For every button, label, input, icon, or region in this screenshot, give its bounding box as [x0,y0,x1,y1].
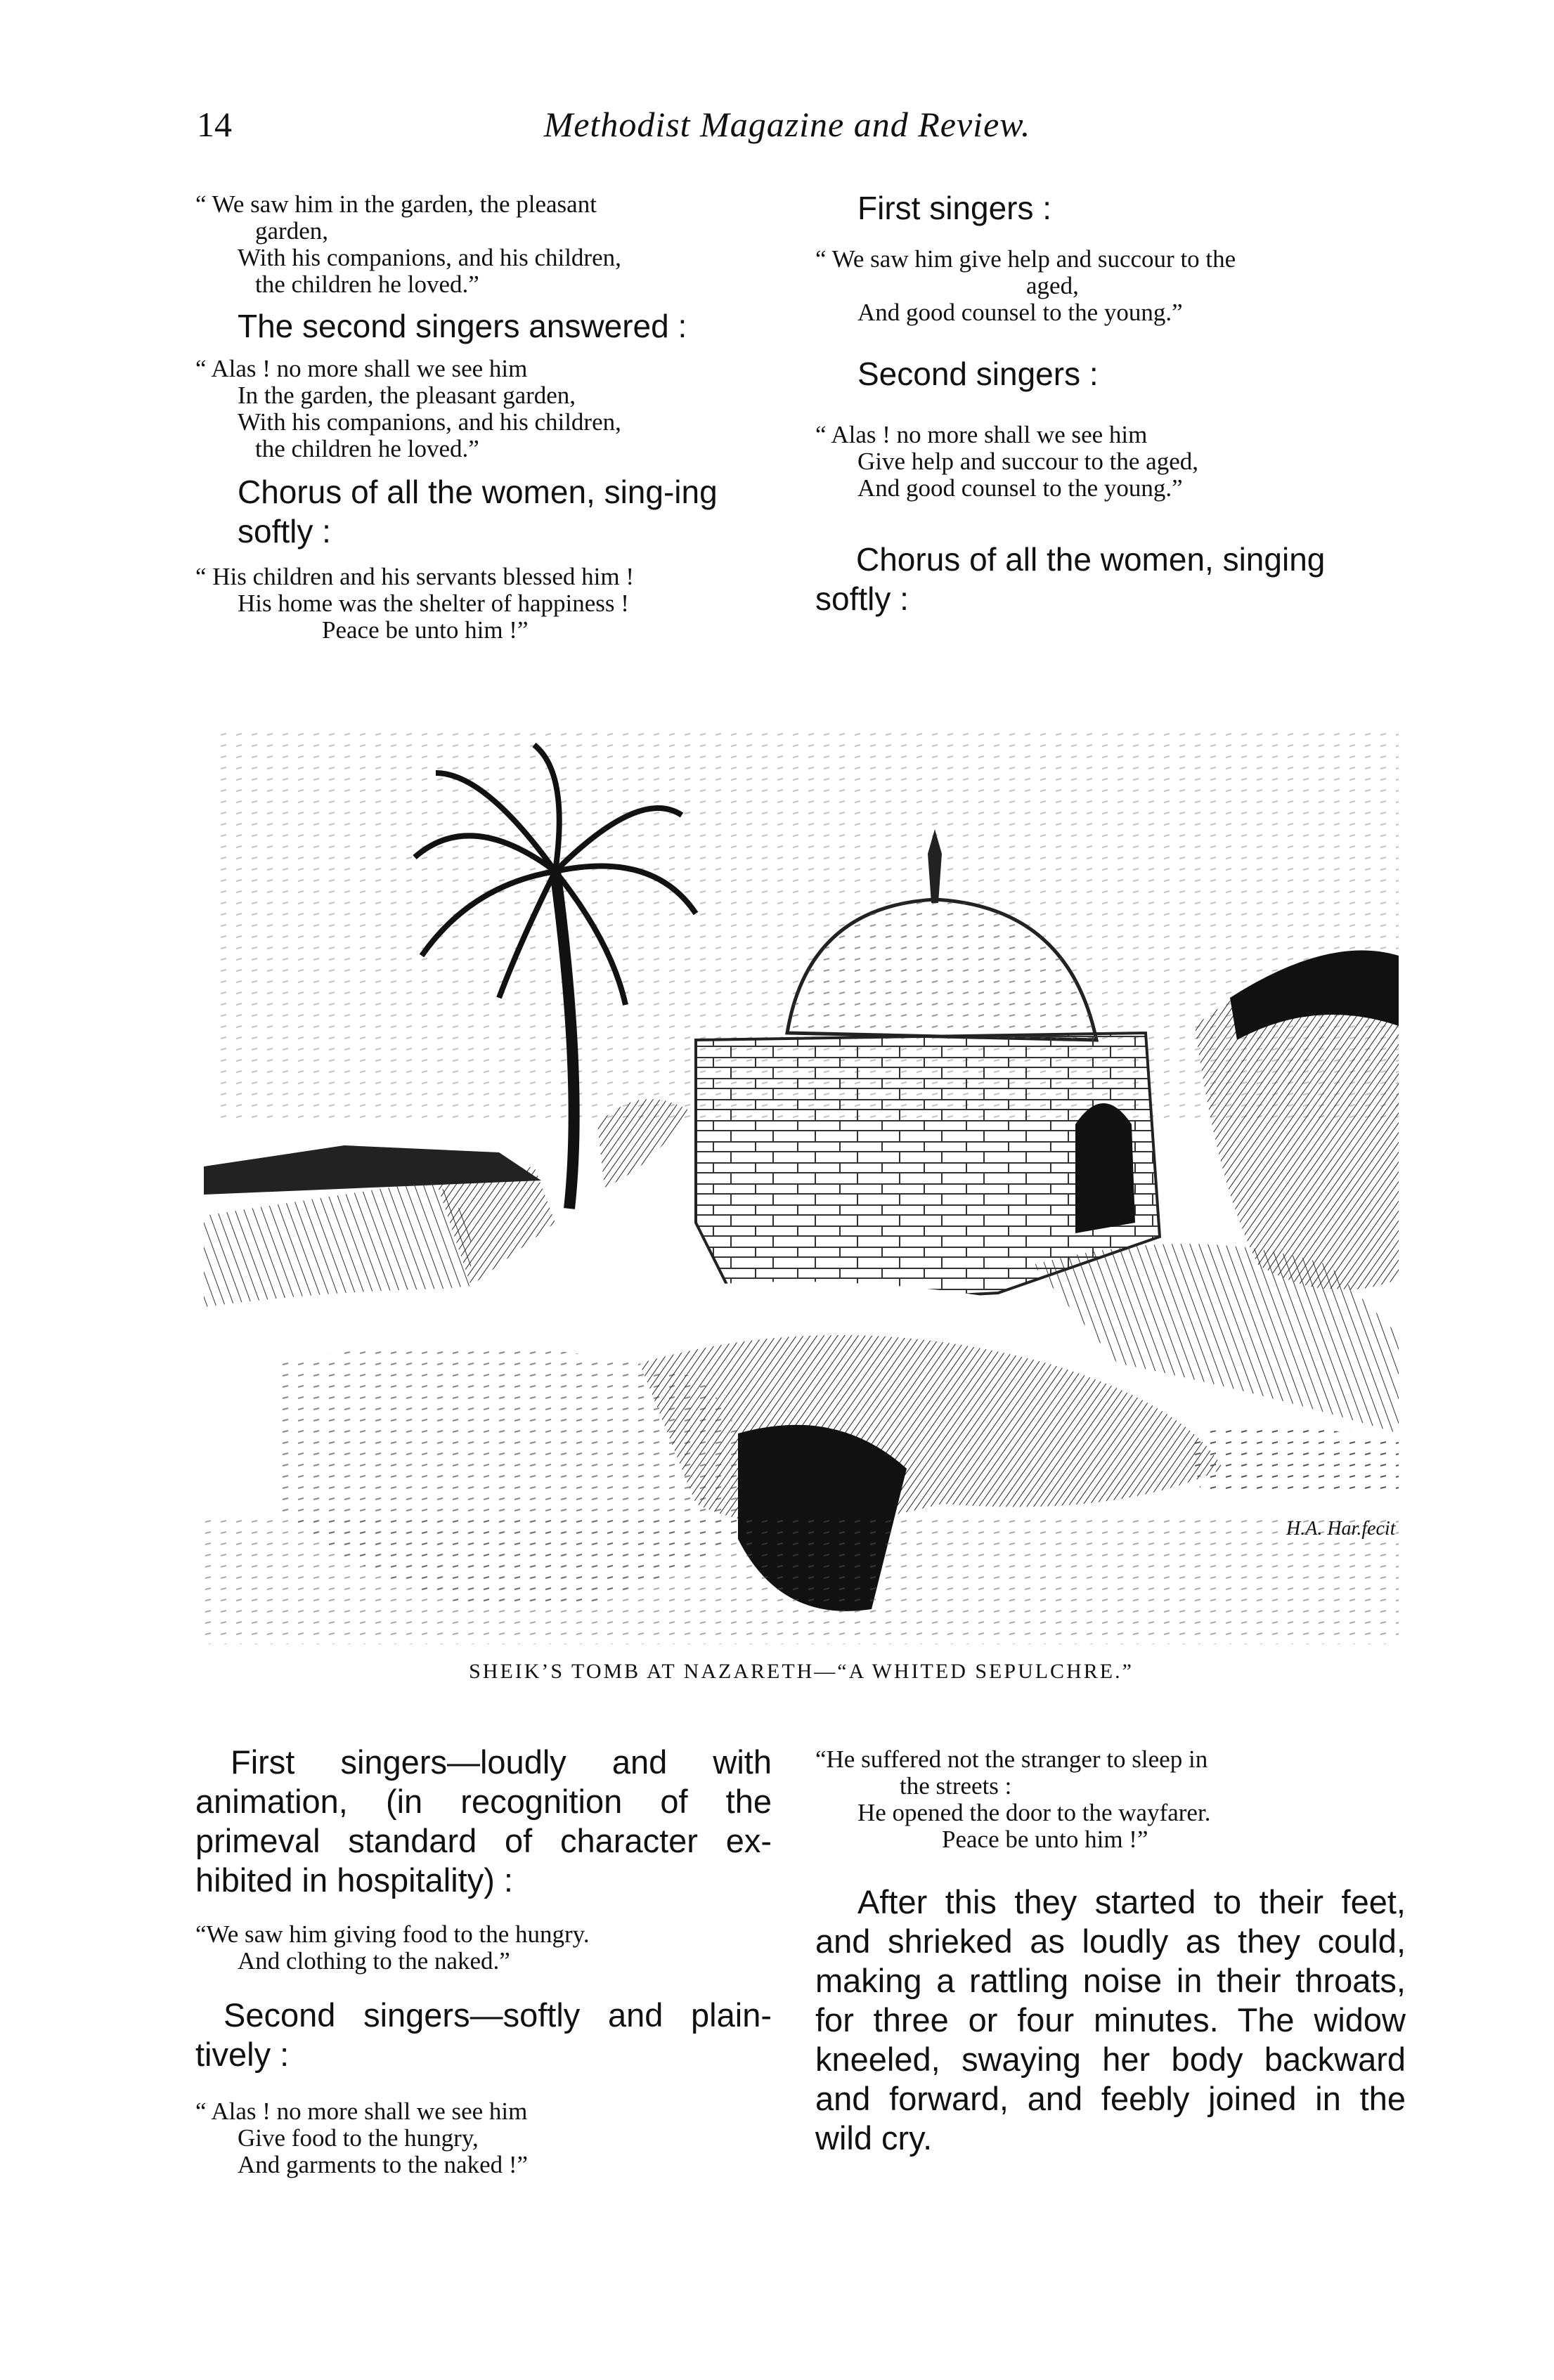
verse-line: His home was the shelter of happiness ! [238,590,629,617]
verse-line: And good counsel to the young.” [857,474,1183,502]
sheik-tomb-illustration [204,731,1409,1648]
right-bottom-column [815,1746,1406,2158]
artist-signature: H.A. Har.fecit [1286,1518,1396,1540]
verse-line: “We saw him giving food to the hungry. [195,1920,590,1948]
verse-stranger [815,1746,1406,1853]
verse-garments [195,2098,772,2178]
verse-line: Give help and succour to the aged, [857,448,1198,475]
verse-line: “ We saw him in the garden, the pleasant [195,190,597,218]
heading-second-singers: The second singers answered : [238,308,687,344]
paragraph-second-singers: Second singers—softly and plain-tively : [195,1996,772,2073]
illustration-caption: SHEIK’S TOMB AT NAZARETH—“A WHITED SEPULCHRE.” [469,1660,1134,1683]
paragraph-first-singers: First singers—loudly and with animation, (in recognition of the primeval standard of character ex-hibited in hospitality) : [195,1743,772,1899]
verse-alas-aged [815,422,1406,502]
heading-chorus-right [815,540,1392,618]
verse-line: With his companions, and his children, [238,244,621,271]
page-number: 14 [197,105,232,144]
heading-chorus-right-text: Chorus of all the women, singing softly : [815,541,1326,617]
verse-line: the streets : [900,1772,1012,1800]
engraving-image [204,731,1409,1648]
running-title: Methodist Magazine and Review. [543,105,1031,144]
verse-line: And clothing to the naked.” [238,1947,510,1975]
verse-hungry [195,1921,772,1975]
right-top-column [815,188,1406,618]
verse-line: In the garden, the pleasant garden, [238,382,576,409]
verse-line: And good counsel to the young.” [857,299,1183,326]
verse-line: “He suffered not the stranger to sleep in [815,1745,1208,1773]
verse-line: the children he loved.” [255,271,479,298]
verse-line: With his companions, and his children, [238,408,621,436]
verse-alas-garden [195,356,779,462]
verse-garden [195,191,779,298]
verse-line: aged, [1026,272,1079,299]
verse-line: And garments to the naked !” [238,2151,529,2178]
verse-line: Peace be unto him !” [942,1826,1148,1853]
heading-second-singers-right: Second singers : [857,356,1099,392]
page-header [197,104,1378,153]
verse-line: Give food to the hungry, [238,2124,479,2152]
heading-first-singers: First singers : [857,190,1052,226]
left-bottom-column [195,1743,772,2178]
verse-line: “ Alas ! no more shall we see him [815,421,1148,448]
verse-line: “ Alas ! no more shall we see him [195,2098,528,2125]
verse-line: “ We saw him give help and succour to the [815,245,1236,273]
verse-line: “ Alas ! no more shall we see him [195,355,528,382]
heading-chorus: Chorus of all the women, sing-ing softly : [238,474,718,550]
verse-blessed [195,564,779,644]
verse-line: the children he loved.” [255,435,479,462]
verse-succour [815,246,1406,326]
verse-line: “ His children and his servants blessed him ! [195,563,635,590]
verse-line: He opened the door to the wayfarer. [857,1799,1211,1826]
paragraph-after-this: After this they started to their feet, and shrieked as loudly as they could, making a rattling noise in their throats, for three or four minutes. The widow kneeled, swaying her body backward and forward, and feebly joined in the wild cry. [815,1883,1406,2157]
verse-line: garden, [255,217,328,245]
left-top-column [195,191,779,644]
verse-line: Peace be unto him !” [322,616,529,644]
